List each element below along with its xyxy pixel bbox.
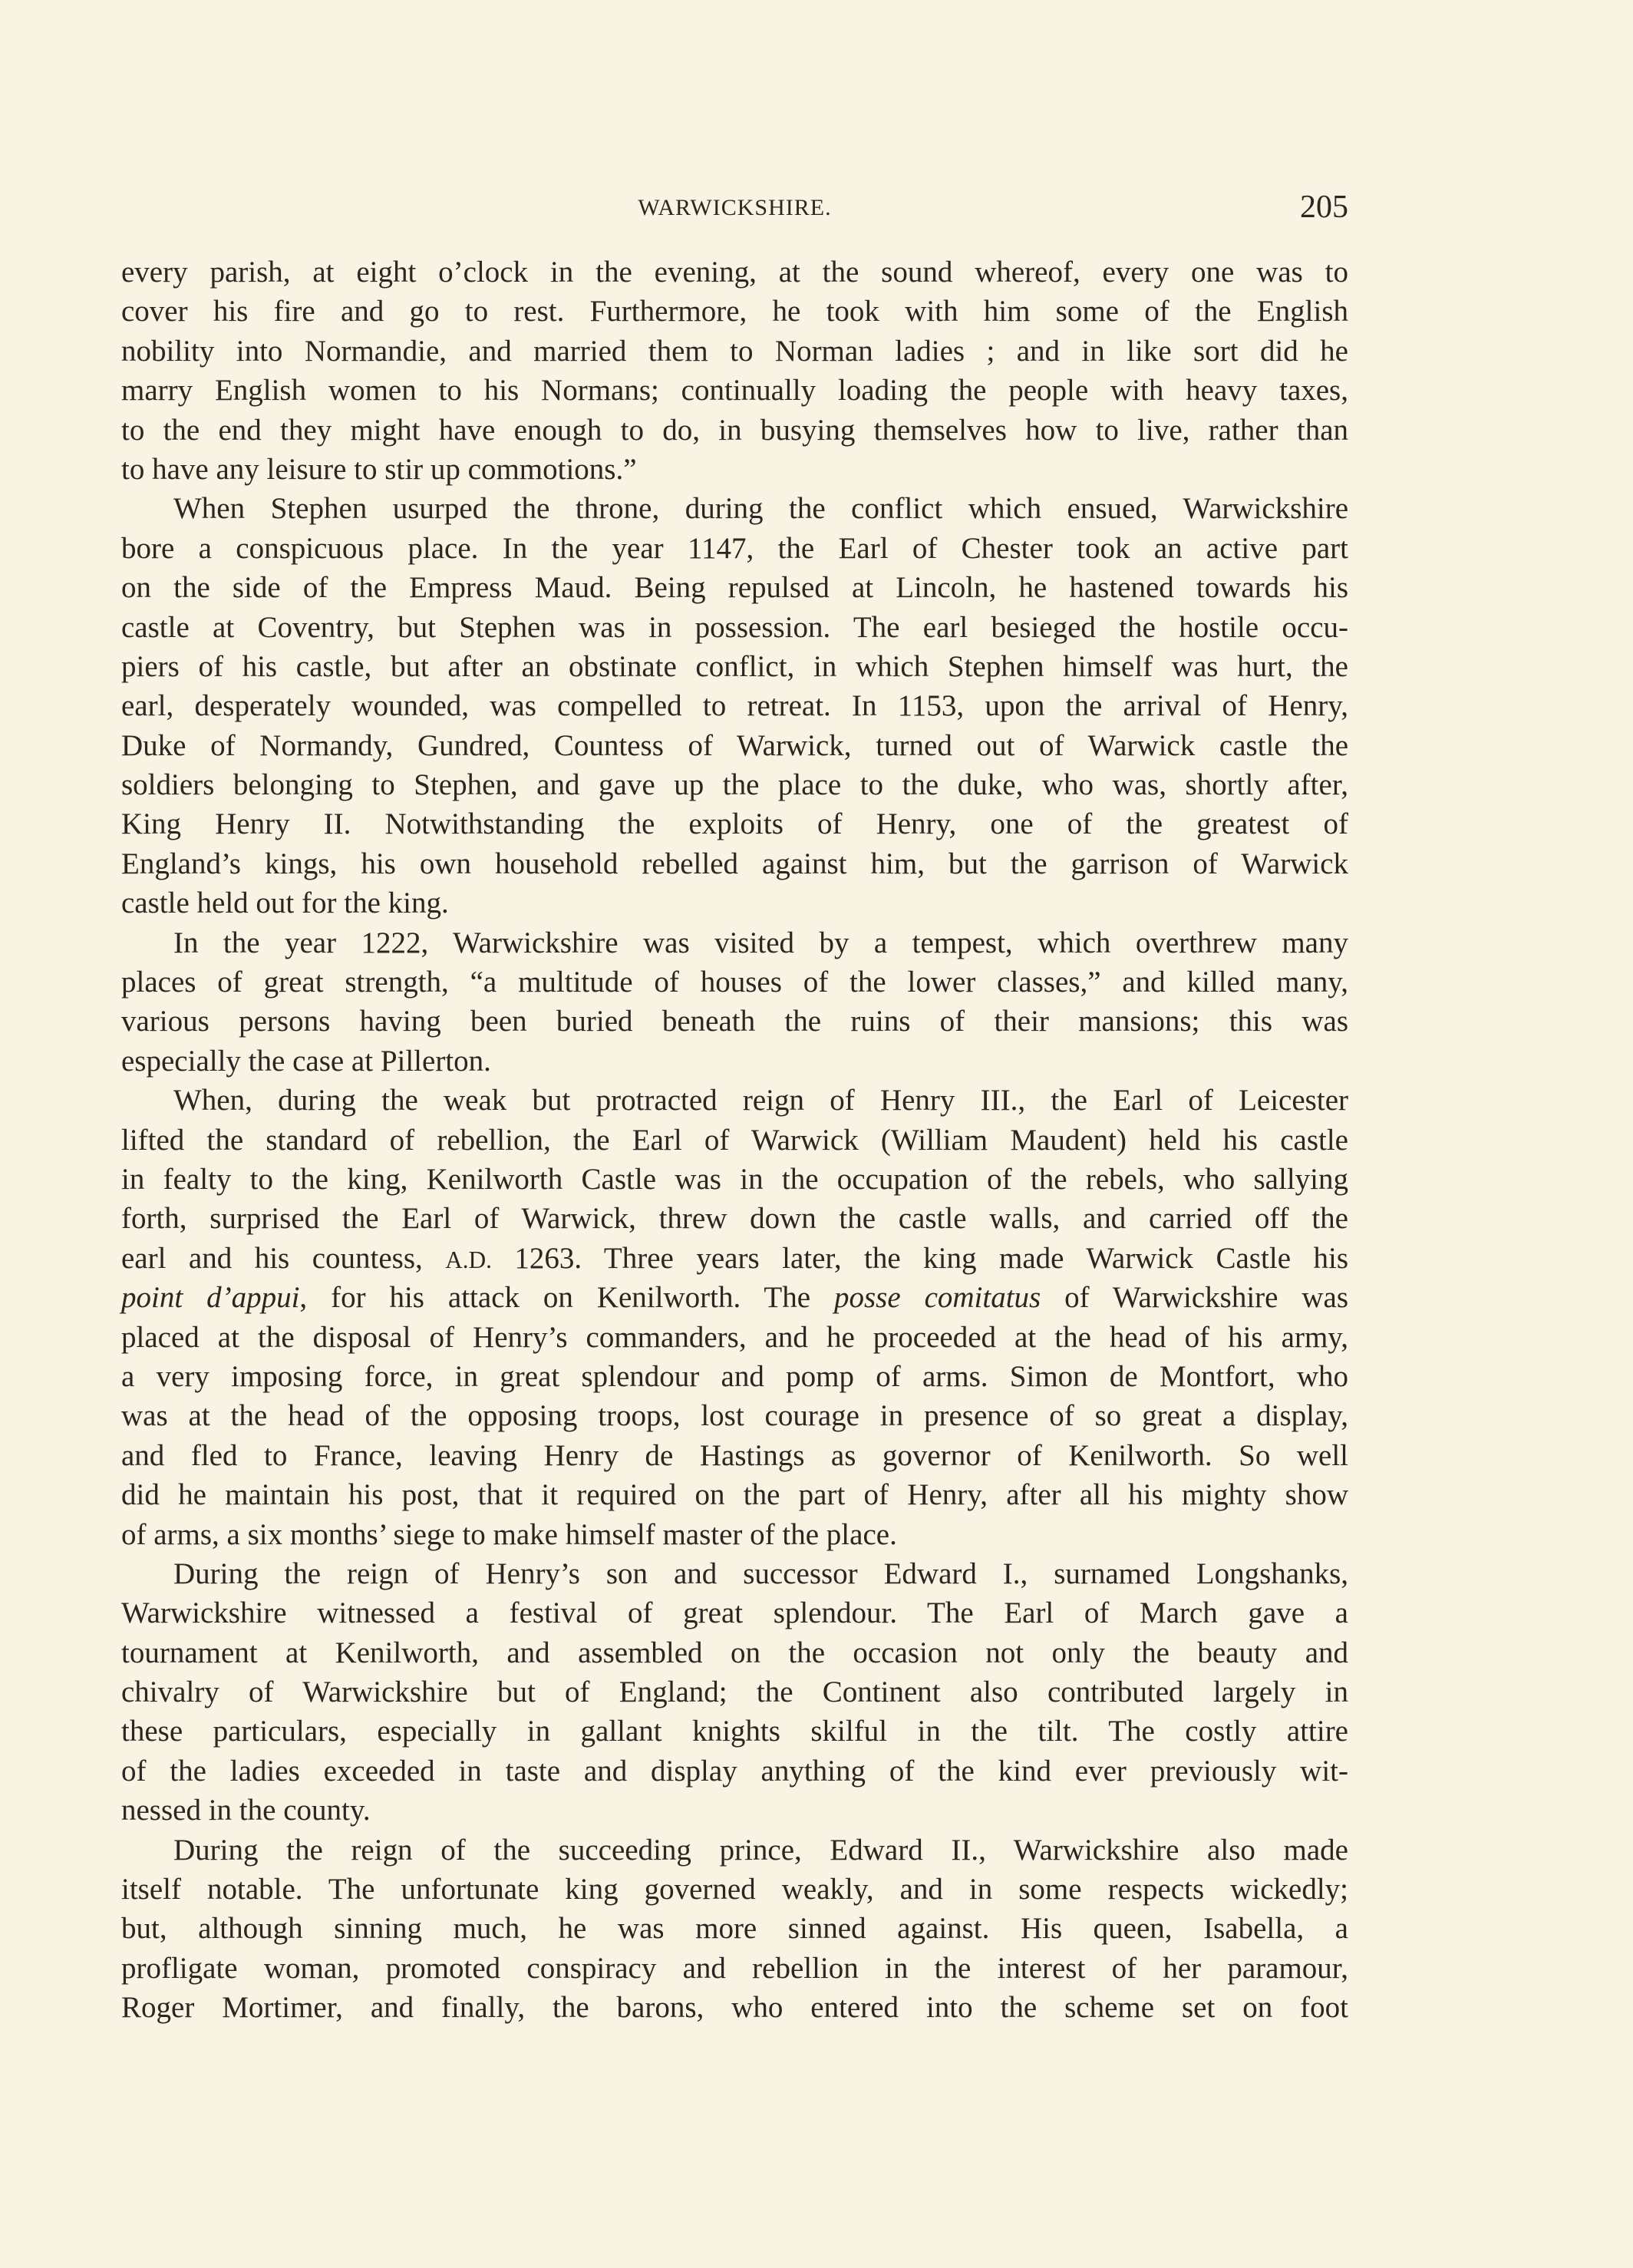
- text-line: Roger Mortimer, and finally, the barons, who entered into the scheme set on foot: [121, 1991, 1348, 2025]
- text-line: cover his fire and go to rest. Furthermore, he took with him some of the English: [121, 295, 1348, 328]
- text-line: During the reign of the succeeding prince, Edward II., Warwickshire also made: [173, 1833, 1348, 1867]
- italic-phrase: point d’appui: [121, 1281, 300, 1315]
- text-segment: earl and his countess,: [121, 1241, 446, 1275]
- text-line: places of great strength, “a multitude of houses of the lower classes,” and killed many,: [121, 966, 1348, 999]
- text-line: piers of his castle, but after an obstinate conflict, in which Stephen himself was hurt, the: [121, 649, 1348, 683]
- text-line: to the end they might have enough to do, in busying themselves how to live, rather than: [121, 413, 1348, 447]
- text-line: Duke of Normandy, Gundred, Countess of Warwick, turned out of Warwick castle the: [121, 728, 1348, 762]
- text-line: bore a conspicuous place. In the year 1147, the Earl of Chester took an active part: [121, 531, 1348, 565]
- text-segment: of Warwickshire was: [1041, 1281, 1349, 1315]
- text-line: When, during the weak but protracted reign of Henry III., the Earl of Leicester: [173, 1084, 1348, 1117]
- running-head: [121, 189, 1348, 227]
- text-line: castle held out for the king.: [121, 886, 449, 920]
- text-line: [121, 1239, 1348, 1278]
- small-caps-phrase: A.D.: [445, 1246, 492, 1273]
- text-line: earl, desperately wounded, was compelled to retreat. In 1153, upon the arrival of Henry,: [121, 689, 1348, 723]
- text-line: profligate woman, promoted conspiracy and rebellion in the interest of her paramour,: [121, 1951, 1348, 1985]
- paragraph: [121, 1831, 1348, 2028]
- text-line: lifted the standard of rebellion, the Earl of Warwick (William Maudent) held his castle: [121, 1123, 1348, 1157]
- paragraph: [121, 253, 1348, 489]
- text-line: these particulars, especially in gallant knights skilful in the tilt. The costly attire: [121, 1715, 1348, 1748]
- text-line: of the ladies exceeded in taste and display anything of the kind ever previously wit-: [121, 1754, 1348, 1788]
- text-segment: 1263. Three years later, the king made Warwick Castle his: [491, 1241, 1348, 1275]
- text-line: In the year 1222, Warwickshire was visited by a tempest, which overthrew many: [173, 926, 1348, 959]
- text-line: especially the case at Pillerton.: [121, 1044, 491, 1078]
- text-line: castle at Coventry, but Stephen was in possession. The earl besieged the hostile occu-: [121, 610, 1348, 644]
- text-line: marry English women to his Normans; continually loading the people with heavy taxes,: [121, 374, 1348, 408]
- text-line: nobility into Normandie, and married them to Norman ladies ; and in like sort did he: [121, 334, 1348, 368]
- text-line: a very imposing force, in great splendour and pomp of arms. Simon de Montfort, who: [121, 1359, 1348, 1393]
- italic-phrase: posse comitatus: [833, 1281, 1041, 1315]
- text-line: itself notable. The unfortunate king governed weakly, and in some respects wickedly;: [121, 1873, 1348, 1907]
- body-text: [121, 253, 1348, 2028]
- paragraph: [121, 1554, 1348, 1831]
- text-line: When Stephen usurped the throne, during the conflict which ensued, Warwickshire: [173, 492, 1348, 526]
- text-line: and fled to France, leaving Henry de Hastings as governor of Kenilworth. So well: [121, 1438, 1348, 1472]
- text-line: chivalry of Warwickshire but of England; the Continent also contributed largely in: [121, 1675, 1348, 1709]
- text-line: but, although sinning much, he was more sinned against. His queen, Isabella, a: [121, 1912, 1348, 1946]
- text-line: placed at the disposal of Henry’s commanders, and he proceeded at the head of his army,: [121, 1320, 1348, 1354]
- text-segment: , for his attack on Kenilworth. The: [299, 1281, 834, 1315]
- text-line: During the reign of Henry’s son and successor Edward I., surnamed Longshanks,: [173, 1557, 1348, 1590]
- paragraph: [121, 1081, 1348, 1554]
- text-line: various persons having been buried beneath the ruins of their mansions; this was: [121, 1005, 1348, 1038]
- text-line: of arms, a six months’ siege to make himself master of the place.: [121, 1517, 897, 1551]
- text-line: soldiers belonging to Stephen, and gave up the place to the duke, who was, shortly after,: [121, 768, 1348, 802]
- text-line: tournament at Kenilworth, and assembled on the occasion not only the beauty and: [121, 1636, 1348, 1669]
- text-line: did he maintain his post, that it required on the part of Henry, after all his mighty show: [121, 1478, 1348, 1512]
- text-line: King Henry II. Notwithstanding the exploits of Henry, one of the greatest of: [121, 807, 1348, 841]
- page-number: 205: [1300, 190, 1348, 225]
- text-line: to have any leisure to stir up commotions.”: [121, 452, 637, 486]
- text-line: forth, surprised the Earl of Warwick, threw down the castle walls, and carried off the: [121, 1202, 1348, 1236]
- paragraph: [121, 923, 1348, 1081]
- text-line: every parish, at eight o’clock in the evening, at the sound whereof, every one was to: [121, 256, 1348, 289]
- text-line: nessed in the county.: [121, 1794, 371, 1827]
- text-line: England’s kings, his own household rebelled against him, but the garrison of Warwick: [121, 847, 1348, 880]
- text-line: in fealty to the king, Kenilworth Castle was in the occupation of the rebels, who sallying: [121, 1162, 1348, 1196]
- running-head-title: WARWICKSHIRE.: [638, 195, 832, 220]
- text-line: Warwickshire witnessed a festival of great splendour. The Earl of March gave a: [121, 1596, 1348, 1630]
- text-line: [121, 1278, 1348, 1317]
- paragraph: [121, 489, 1348, 923]
- text-line: on the side of the Empress Maud. Being repulsed at Lincoln, he hastened towards his: [121, 571, 1348, 605]
- text-line: was at the head of the opposing troops, lost courage in presence of so great a display,: [121, 1399, 1348, 1433]
